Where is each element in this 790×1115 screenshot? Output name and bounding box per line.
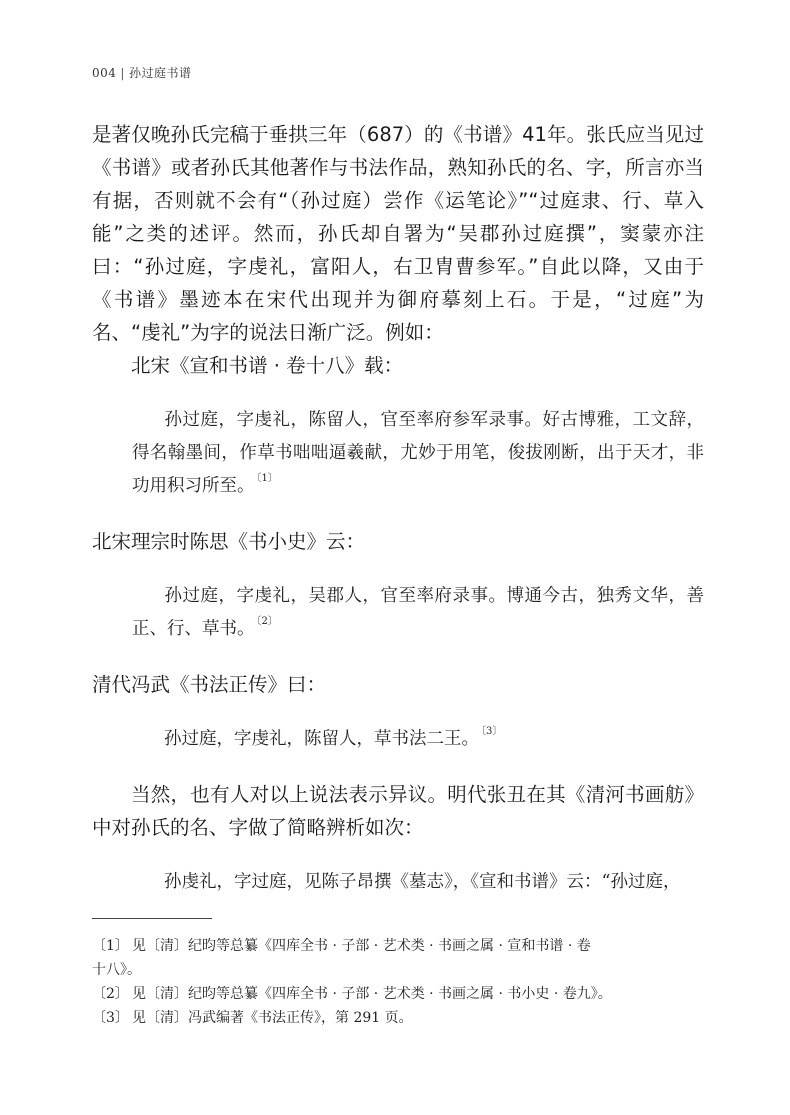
quote-1-text: 孙过庭，字虔礼，陈留人，官至率府参军录事。好古博雅，工文辞，得名翰墨间，作草书咄咄逼羲献，尤妙于用笔，俊拔刚断，出于天才，非功用积习所至。	[132, 410, 704, 496]
quote-2-text: 孙过庭，字虔礼，吴郡人，官至率府录事。博通今古，独秀文华，善正、行、草书。	[132, 586, 704, 639]
footnote-3-text: 见〔清〕冯武编著《书法正传》，第 291 页。	[132, 1010, 413, 1026]
footnote-1-text: 见〔清〕纪昀等总纂《四库全书 · 子部 · 艺术类 · 书画之属 · 宣和书谱 · 卷	[132, 938, 591, 954]
quote-4-text: 孙虔礼，字过庭，见陈子昂撰《墓志》，《宣和书谱》云：“孙过庭，	[164, 872, 681, 892]
paragraph-1: 是著仅晚孙氏完稿于垂拱三年（687）的《书谱》41年。张氏应当见过《书谱》或者孙氏其他著作与书法作品，熟知孙氏的名、字，所言亦当有据，否则就不会有“（孙过庭）尝作《运笔论》”“过庭隶、行、草入能”之类的述评。然而，孙氏却自署为“吴郡孙过庭撰”，窦蒙亦注曰：“孙过庭，字虔礼，富阳人，右卫胄曹参军。”自此以降，又由于《书谱》墨迹本在宋代出现并为御府摹刻上石。于是，“过庭”为名、“虔礼”为字的说法日渐广泛。例如：	[92, 123, 704, 344]
block-quote-4	[92, 866, 704, 899]
paragraph-4: 清代冯武《书法正传》曰：	[92, 673, 327, 696]
footnote-ref-3[interactable]: 〔3〕	[481, 726, 503, 737]
footnotes	[92, 934, 702, 1030]
footnote-1	[92, 934, 702, 958]
paragraph-5: 当然，也有人对以上说法表示异议。明代张丑在其《清河书画舫》中对孙氏的名、字做了简略辨析如次：	[92, 783, 704, 839]
block-quote-3	[92, 723, 704, 756]
footnote-2	[92, 982, 702, 1006]
quote-3-text: 孙过庭，字虔礼，陈留人，草书法二王。	[164, 729, 479, 749]
paragraph-2: 北宋《宣和书谱 · 卷十八》载：	[131, 354, 404, 377]
footnote-1-number: 〔1〕	[92, 938, 129, 954]
running-head	[92, 64, 191, 81]
footnote-ref-2[interactable]: 〔2〕	[256, 616, 278, 627]
footnote-2-number: 〔2〕	[92, 986, 129, 1002]
footnote-rule	[92, 918, 212, 919]
footnote-1-continuation: 十八》。	[92, 962, 141, 978]
book-title: 孙过庭书谱	[128, 66, 192, 80]
paragraph-3: 北宋理宗时陈思《书小史》云：	[92, 530, 366, 553]
running-head-separator: |	[120, 66, 125, 80]
footnote-3	[92, 1006, 702, 1030]
page-number: 004	[92, 66, 117, 80]
body-text	[92, 118, 704, 899]
block-quote-1	[92, 404, 704, 503]
footnote-ref-1[interactable]: 〔1〕	[256, 473, 278, 484]
footnote-2-text: 见〔清〕纪昀等总纂《四库全书 · 子部 · 艺术类 · 书画之属 · 书小史 · 卷九》。	[132, 986, 612, 1002]
footnote-3-number: 〔3〕	[92, 1010, 129, 1026]
block-quote-2	[92, 580, 704, 646]
